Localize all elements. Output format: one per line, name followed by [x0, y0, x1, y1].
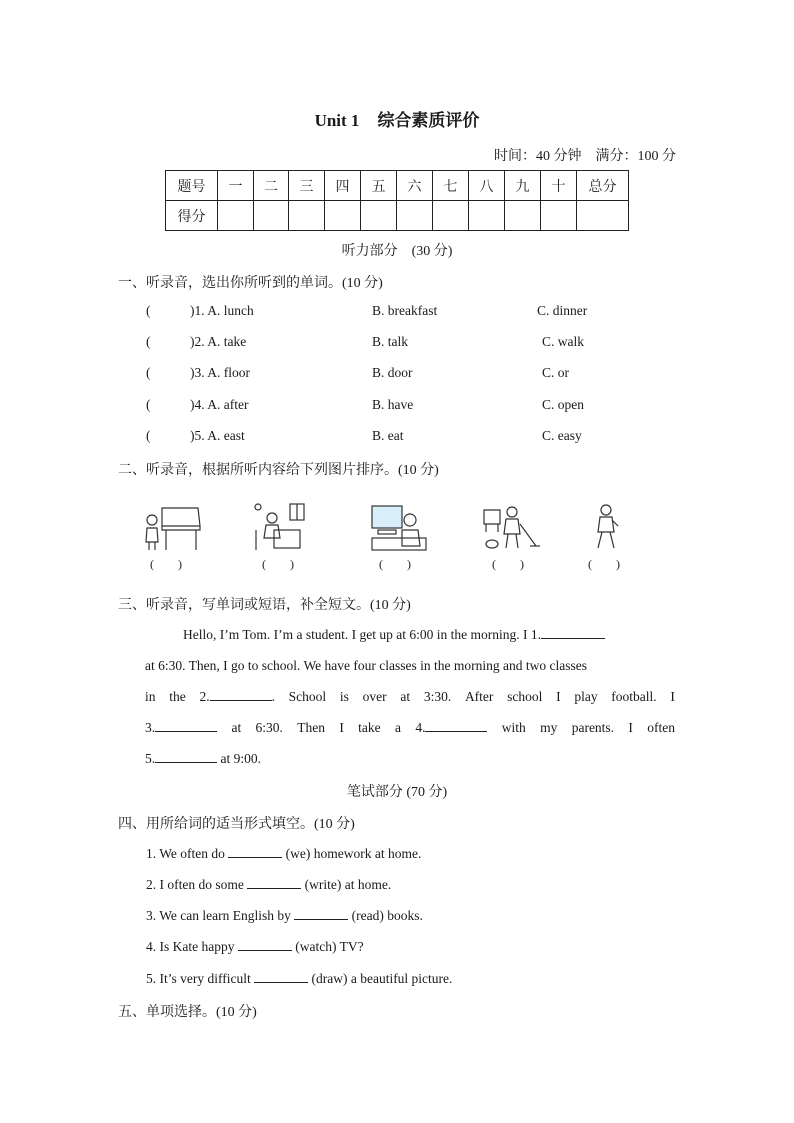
- s1-item-a: )5. A. east: [190, 428, 245, 443]
- passage-word: often: [647, 720, 675, 735]
- s4-answer-blank[interactable]: [247, 876, 301, 889]
- score-cell[interactable]: [541, 201, 577, 231]
- s1-item-b: B. eat: [372, 428, 404, 443]
- s1-item-b: B. door: [372, 365, 413, 380]
- passage-fragment: 3.: [145, 720, 156, 735]
- s4-answer-blank[interactable]: [238, 938, 292, 951]
- passage-line: [145, 743, 675, 774]
- score-table-score-row: [166, 201, 629, 231]
- s4-item-text: (read) books.: [348, 908, 423, 923]
- answer-blank-2[interactable]: [210, 688, 272, 701]
- s1-item-c: C. open: [542, 397, 584, 412]
- passage-line: [145, 619, 675, 650]
- passage-word: After: [464, 689, 494, 704]
- s1-item-b: B. have: [372, 397, 414, 412]
- passage-line: [145, 681, 675, 712]
- s3-passage: [145, 619, 675, 774]
- passage-fragment: Hello, I’m Tom. I’m a student. I get up at 6:00 in the morning. I 1.: [183, 627, 541, 642]
- header-cell: 二: [254, 171, 289, 201]
- header-cell: 十: [541, 171, 577, 201]
- s4-item-text: 2. I often do some: [146, 877, 248, 892]
- s1-item-c: C. walk: [542, 334, 584, 349]
- time-limit: 时间：40 分钟: [494, 149, 582, 164]
- title-name: 综合素质评价: [377, 111, 480, 130]
- s1-item-a: )4. A. after: [190, 397, 249, 412]
- passage-word: I: [628, 720, 633, 735]
- s4-item: [146, 845, 421, 862]
- written-part-heading: 笔试部分 (70 分): [346, 785, 448, 800]
- passage-fragment: at 9:00.: [220, 751, 261, 766]
- header-cell: 八: [469, 171, 505, 201]
- s1-paren: (: [146, 365, 151, 380]
- score-cell[interactable]: [433, 201, 469, 231]
- header-cell: 七: [433, 171, 469, 201]
- header-cell: 一: [218, 171, 254, 201]
- s1-paren: (: [146, 397, 151, 412]
- s4-item-text: (watch) TV?: [291, 939, 364, 954]
- score-cell[interactable]: [469, 201, 505, 231]
- section-5-heading: 五、单项选择。(10 分): [118, 1005, 257, 1020]
- passage-fragment: 2.: [199, 689, 210, 704]
- header-cell: 三: [289, 171, 325, 201]
- passage-word: football.: [611, 689, 657, 704]
- s4-item: [146, 876, 391, 893]
- passage-word: in: [145, 689, 156, 704]
- s2-order-blank: ( ): [262, 557, 294, 571]
- passage-word: I: [339, 720, 344, 735]
- page-title: [0, 106, 794, 131]
- s1-item-a: )3. A. floor: [190, 365, 250, 380]
- header-cell: 题号: [166, 171, 218, 201]
- score-cell[interactable]: [397, 201, 433, 231]
- answer-blank-5[interactable]: [155, 750, 217, 763]
- header-cell: 九: [505, 171, 541, 201]
- picture-girl-piano: [140, 500, 204, 554]
- passage-line: [145, 712, 675, 743]
- section-4-heading: 四、用所给词的适当形式填空。(10 分): [118, 817, 355, 832]
- passage-word: a: [394, 720, 401, 735]
- s1-item-c: C. dinner: [537, 303, 588, 318]
- passage-word: [415, 712, 487, 743]
- s1-paren: (: [146, 334, 151, 349]
- passage-word: over: [362, 689, 387, 704]
- passage-fragment: at 6:30. Then, I go to school. We have four classes in the morning and two classes: [145, 658, 587, 673]
- passage-line: [145, 650, 675, 681]
- passage-word: at: [400, 689, 411, 704]
- header-cell: 总分: [577, 171, 629, 201]
- s1-item-b: B. talk: [372, 334, 408, 349]
- picture-girl-walking: [578, 500, 642, 554]
- passage-word: at: [231, 720, 242, 735]
- header-cell: 六: [397, 171, 433, 201]
- s2-order-blank: ( ): [379, 557, 411, 571]
- passage-word: play: [574, 689, 598, 704]
- passage-fragment: 4.: [415, 720, 426, 735]
- passage-word: 6:30.: [255, 720, 283, 735]
- score-cell[interactable]: [254, 201, 289, 231]
- picture-girl-cleaning: [480, 500, 544, 554]
- header-cell: 四: [325, 171, 361, 201]
- passage-word: [199, 681, 275, 712]
- section-1-heading: 一、听录音，选出你所听到的单词。(10 分): [118, 276, 383, 291]
- s4-answer-blank[interactable]: [294, 907, 348, 920]
- s2-order-blank: ( ): [588, 557, 620, 571]
- s4-item-text: 1. We often do: [146, 846, 229, 861]
- s4-item-text: (draw) a beautiful picture.: [308, 971, 453, 986]
- score-table: [165, 170, 629, 231]
- passage-word: School: [288, 689, 327, 704]
- picture-boy-computer: [368, 500, 432, 554]
- listening-part-heading: 听力部分 (30 分): [341, 244, 453, 259]
- s1-paren: (: [146, 303, 151, 318]
- s1-item-a: )2. A. take: [190, 334, 247, 349]
- full-score: 满分：100 分: [595, 149, 676, 164]
- score-cell[interactable]: [361, 201, 397, 231]
- s4-answer-blank[interactable]: [228, 845, 282, 858]
- passage-word: Then: [297, 720, 325, 735]
- passage-word: I: [556, 689, 561, 704]
- s4-answer-blank[interactable]: [254, 970, 308, 983]
- row-label: 得分: [166, 201, 218, 231]
- unit-label: Unit 1: [314, 111, 360, 130]
- passage-word: parents.: [571, 720, 615, 735]
- score-cell[interactable]: [325, 201, 361, 231]
- passage-word: [145, 712, 217, 743]
- s4-item-text: 5. It’s very difficult: [146, 971, 255, 986]
- s4-item: [146, 907, 423, 924]
- s1-item-c: C. easy: [542, 428, 582, 443]
- s1-item-b: B. breakfast: [372, 303, 438, 318]
- header-cell: 五: [361, 171, 397, 201]
- passage-fragment: 5.: [145, 751, 156, 766]
- section-2-heading: 二、听录音，根据所听内容给下列图片排序。(10 分): [118, 463, 439, 478]
- passage-fragment: .: [271, 689, 275, 704]
- s4-item-text: 4. Is Kate happy: [146, 939, 238, 954]
- passage-word: the: [169, 689, 186, 704]
- s1-item-a: )1. A. lunch: [190, 303, 254, 318]
- score-table-header-row: [166, 171, 629, 201]
- passage-word: my: [540, 720, 558, 735]
- exam-meta: [494, 145, 676, 165]
- picture-boy-desk: [250, 500, 314, 554]
- score-cell[interactable]: [289, 201, 325, 231]
- passage-text: [183, 619, 605, 650]
- s4-item: [146, 938, 364, 955]
- score-cell[interactable]: [577, 201, 629, 231]
- s2-order-blank: ( ): [150, 557, 182, 571]
- passage-word: take: [358, 720, 381, 735]
- passage-word: 3:30.: [423, 689, 452, 704]
- section-3-heading: 三、听录音，写单词或短语，补全短文。(10 分): [118, 598, 411, 613]
- answer-blank-4[interactable]: [425, 719, 487, 732]
- s4-item-text: (write) at home.: [301, 877, 392, 892]
- score-cell[interactable]: [505, 201, 541, 231]
- answer-blank-3[interactable]: [155, 719, 217, 732]
- s4-item: [146, 970, 452, 987]
- passage-word: with: [501, 720, 526, 735]
- s1-paren: (: [146, 428, 151, 443]
- score-cell[interactable]: [218, 201, 254, 231]
- s4-item-text: (we) homework at home.: [282, 846, 422, 861]
- s1-item-c: C. or: [542, 365, 569, 380]
- passage-word: I: [670, 689, 675, 704]
- passage-word: school: [507, 689, 543, 704]
- answer-blank-1[interactable]: [541, 626, 605, 639]
- s2-order-blank: ( ): [492, 557, 524, 571]
- passage-word: is: [339, 689, 349, 704]
- s4-item-text: 3. We can learn English by: [146, 908, 295, 923]
